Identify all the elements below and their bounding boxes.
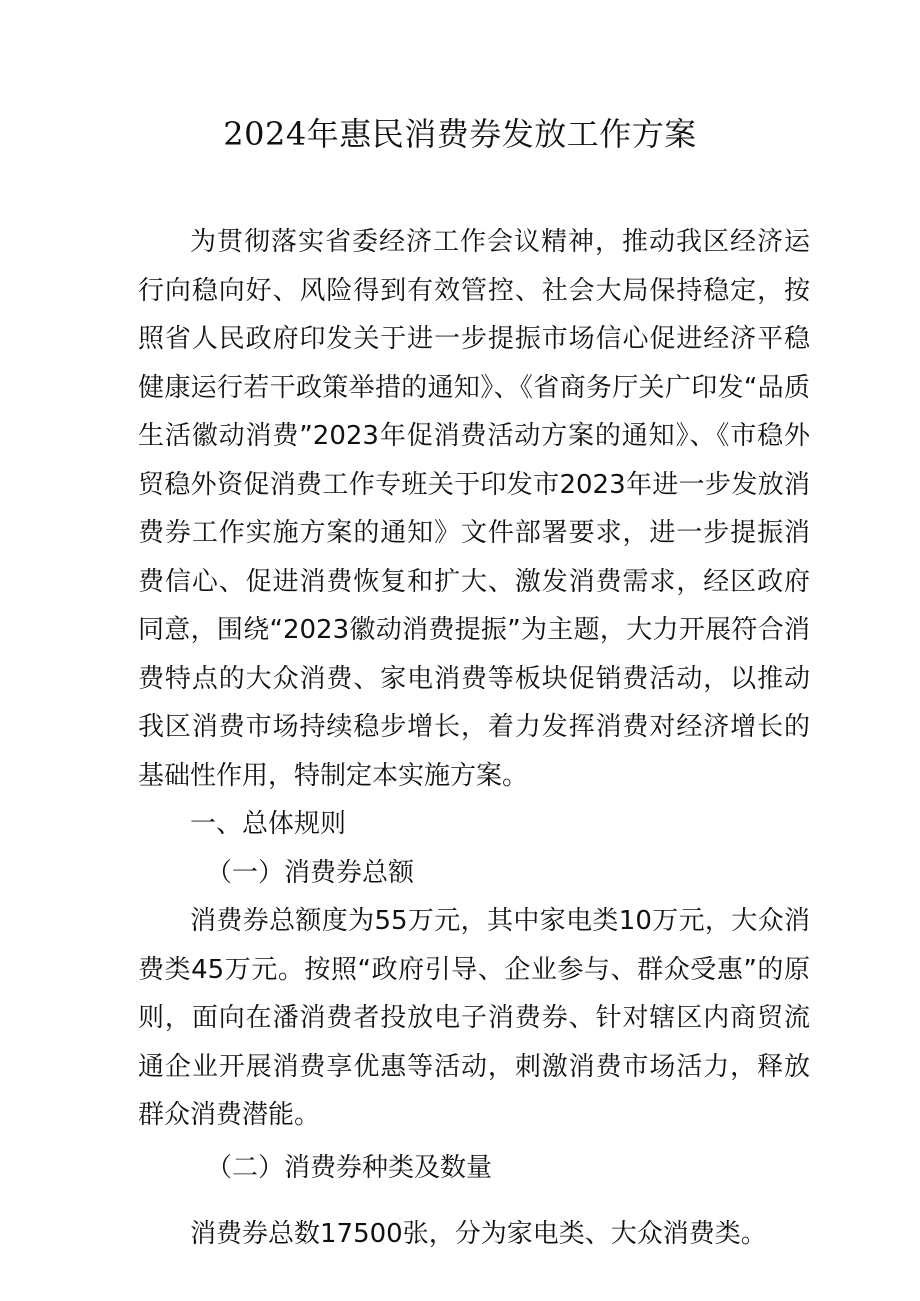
subheading-voucher-total: （一）消费券总额 bbox=[206, 857, 415, 888]
document-title: 2024年惠民消费券发放工作方案 bbox=[223, 115, 697, 153]
document-body bbox=[138, 218, 810, 1259]
intro-paragraph: 为贯彻落实省委经济工作会议精神，推动我区经济运行向稳向好、风险得到有效管控、社会大局保持稳定，按照省人民政府印发关于进一步提振市场信心促进经济平稳健康运行若干政策举措的通知》、《省商务厅关广印发“品质生活徽动消费”2023年促消费活动方案的通知》、《市稳外贸稳外资促消费工作专班关于印发市2023年进一步发放消费券工作实施方案的通知》文件部署要求，进一步提振消费信心、促进消费恢复和扩大、激发消费需求，经区政府同意，围绕“2023徽动消费提振”为主题，大力开展符合消费特点的大众消费、家电消费等板块促销费活动，以推动我区消费市场持续稳步增长，着力发挥消费对经济增长的基础性作用，特制定本实施方案。 bbox=[138, 227, 810, 791]
voucher-types-paragraph: 消费券总数17500张，分为家电类、大众消费类。 bbox=[190, 1219, 767, 1249]
section-heading-general-rules: 一、总体规则 bbox=[190, 809, 347, 839]
voucher-total-paragraph: 消费券总额度为55万元，其中家电类10万元，大众消费类45万元。按照“政府引导、企业参与、群众受惠”的原则，面向在潘消费者投放电子消费券、针对辖区内商贸流通企业开展消费享优惠等活动，刺激消费市场活力，释放群众消费潜能。 bbox=[138, 906, 810, 1130]
subheading-voucher-types: （二）消费券种类及数量 bbox=[206, 1152, 493, 1183]
